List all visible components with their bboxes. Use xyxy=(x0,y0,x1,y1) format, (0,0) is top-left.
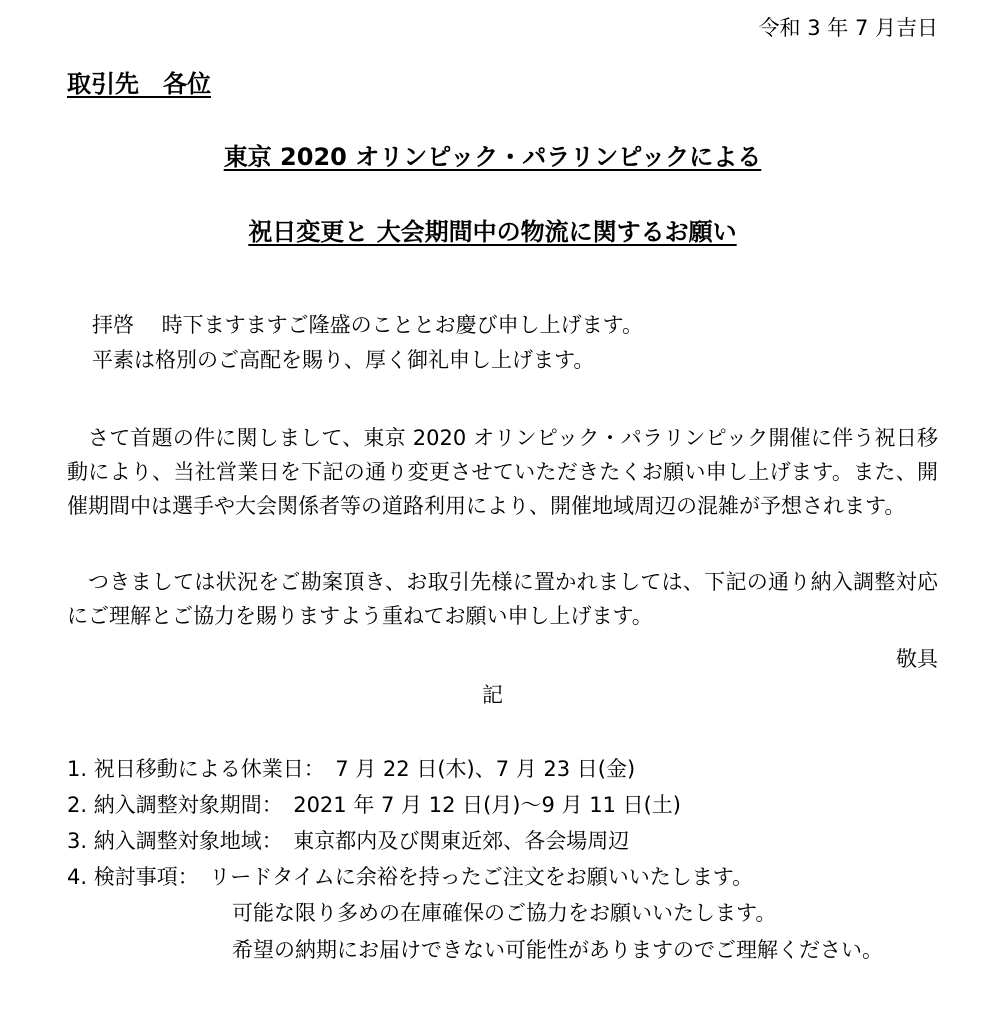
list-item-continuation: 希望の納期にお届けできない可能性がありますのでご理解ください。 xyxy=(232,938,883,962)
closing-keigu: 敬具 xyxy=(896,647,938,671)
list-item: 3. 納入調整対象地域： 東京都内及び関東近郊、各会場周辺 xyxy=(67,829,630,853)
document-title-line1: 東京 2020 オリンピック・パラリンピックによる xyxy=(223,143,762,171)
list-item: 4. 検討事項： リードタイムに余裕を持ったご注文をお願いいたします。 xyxy=(67,865,754,889)
list-item: 1. 祝日移動による休業日： 7 月 22 日(木)、7 月 23 日(金) xyxy=(67,757,636,781)
body-paragraph-2: つきましては状況をご勘案頂き、お取引先様に置かれましては、下記の通り納入調整対応にご理解とご協力を賜りますよう重ねてお願い申し上げます。 xyxy=(67,570,938,628)
document-date: 令和 3 年 7 月吉日 xyxy=(758,16,938,40)
greeting-line2: 平素は格別のご高配を賜り、厚く御礼申し上げます。 xyxy=(92,348,595,372)
list-item-continuation: 可能な限り多めの在庫確保のご協力をお願いいたします。 xyxy=(232,901,777,925)
document-title-line2: 祝日変更と 大会期間中の物流に関するお願い xyxy=(248,218,737,246)
greeting-line1: 拝啓 時下ますますご隆盛のこととお慶び申し上げます。 xyxy=(92,313,643,337)
body-paragraph-1: さて首題の件に関しまして、東京 2020 オリンピック・パラリンピック開催に伴う祝日移動により、当社営業日を下記の通り変更させていただきたくお願い申し上げます。また、開催期間中は選手や大会関係者等の道路利用により、開催地域周辺の混雑が予想されます。 xyxy=(67,426,938,518)
ki-heading: 記 xyxy=(482,683,503,707)
recipient-heading: 取引先 各位 xyxy=(67,70,211,98)
list-item: 2. 納入調整対象期間： 2021 年 7 月 12 日(月)～9 月 11 日(土) xyxy=(67,793,681,817)
